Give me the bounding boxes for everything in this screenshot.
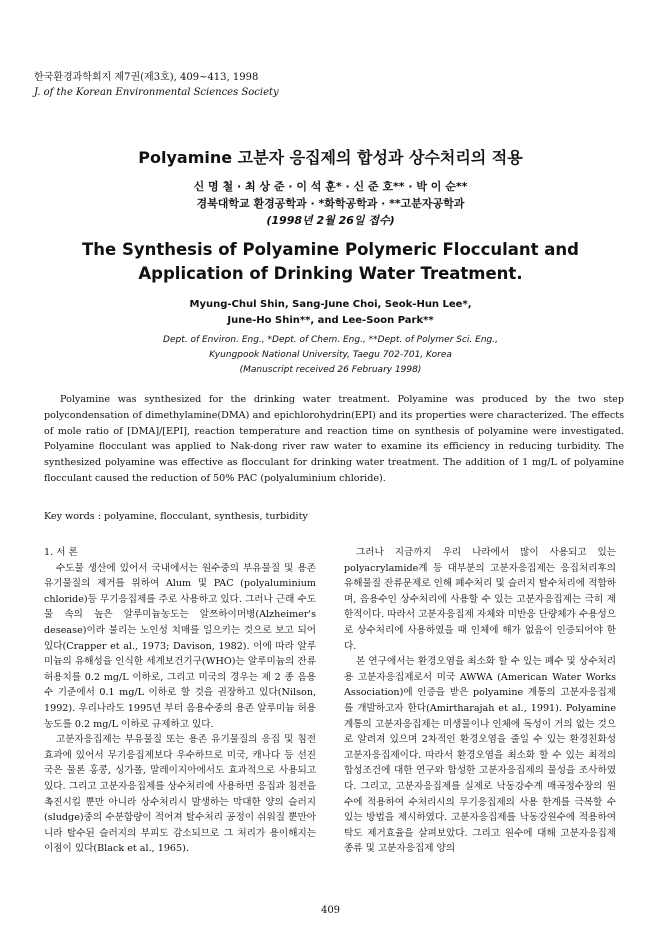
- page-number: 409: [320, 905, 341, 916]
- korean-received: (1998년 2월 26일 접수): [266, 214, 395, 227]
- keywords: Key words : polyamine, flocculant, synthesis, turbidity: [44, 511, 308, 522]
- right-column: [344, 545, 616, 857]
- english-title: [0, 238, 661, 286]
- english-authors-line2: June-Ho Shin**, and Lee-Soon Park**: [227, 315, 434, 326]
- left-paragraph-1: 수도물 생산에 있어서 국내에서는 원수중의 부유물질 및 용존 유기물질의 제거를 위하여 Alum 및 PAC (polyaluminium chloride)등 무기응집제를 주로 사용하고 있다. 그러나 근래 수도물 속의 높은 알루미늄농도는 알쯔하이머병(Alzheimer's desease)이라 불리는 노인성 치매를 일으키는 것으로 보고 되어 있다(Crapper et al., 1973; Davison, 1982). 이에 따라 알루미늄의 유해성을 인식한 세계보건기구(WHO)는 알루미늄의 잔류 허용치를 0.2 mg/L 이하로, 그리고 미국의 경우는 제 2 종 음용수 기준에서 0.1 mg/L 이하로 할 것을 권장하고 있다(Nilson, 1992). 우리나라도 1995년 부터 음용수중의 용존 알루미늄 허용농도를 0.2 mg/L 이하로 규제하고 있다.: [44, 562, 316, 730]
- left-paragraph-2: 고분자응집제는 부유물질 또는 용존 유기물질의 응집 및 침전 효과에 있어서 무기응집제보다 우수하므로 미국, 캐나다 등 선진국은 물론 홍콩, 싱가폴, 말레이지아에서도 효과적으로 사용되고 있다. 그리고 고분자응집제를 상수처리에 사용하면 응집과 침전을 촉진시킬 뿐만 아니라 상수처리시 발생하는 막대한 양의 슬러지(sludge)중의 수분함량이 적어져 탈수처리 공정이 쉬워질 뿐만아니라 탈수된 슬러지의 부피도 감소되므로 그 처리가 용이해지는 이점이 있다(Black et al., 1965).: [44, 734, 316, 855]
- journal-header: [34, 70, 279, 100]
- affiliation: [0, 333, 661, 378]
- korean-title: Polyamine 고분자 응집제의 합성과 상수처리의 적용: [138, 148, 523, 167]
- korean-author-block: [0, 178, 661, 229]
- affiliation-line1: Dept. of Environ. Eng., *Dept. of Chem. Eng., **Dept. of Polymer Sci. Eng.,: [163, 335, 498, 345]
- english-title-line2: Application of Drinking Water Treatment.: [138, 264, 523, 283]
- korean-affiliation: 경북대학교 환경공학과 · *화학공학과 · **고분자공학과: [196, 197, 465, 210]
- right-paragraph-2: 본 연구에서는 환경오염을 최소화 할 수 있는 폐수 및 상수처리용 고분자응집제로서 미국 AWWA (American Water Works Association)에 인증을 받은 polyamine 계통의 고분자응집제를 개발하고자 한다(Amirtharajah et al., 1991). Polyamine 계통의 고분자응집제는 미생물이나 인체에 독성이 거의 없는 것으로 알려져 있으며 2차적인 환경오염을 줄일 수 있는 환경친화성 고분자응집제이다. 따라서 환경오염을 최소화 할 수 있는 최적의 합성조건에 대한 연구와 합성한 고분자응집제의 물성을 조사하였다. 그리고, 고분자응집제를 실제로 낙동강수계 매곡정수장의 원수에 적용하여 수처리시의 무기응집제의 사용 한계를 극복할 수 있는 방법을 제시하였다. 고분자응집제를 낙동강원수에 적용하여 탁도 제거효율을 살펴보았다. 그리고 원수에 대해 고분자응집제 종류 및 고분자응집제 양의: [344, 656, 616, 855]
- abstract: Polyamine was synthesized for the drinking water treatment. Polyamine was produced by the two step polycondensation of dimethylamine(DMA) and epichlorohydrin(EPI) and its properties were characterized. The effects of mole ratio of [DMA]/[EPI], reaction temperature and reaction time on synthesis of polyamine were investigated. Polyamine flocculant was applied to Nak-dong river raw water to examine its efficiency in reducing turbidity. The synthesized polyamine was effective as flocculant for drinking water treatment. The addition of 1 mg/L of polyamine flocculant caused the reduction of 50% PAC (polyaluminium chloride).: [44, 394, 624, 484]
- affiliation-line2: Kyungpook National University, Taegu 702-701, Korea: [209, 350, 452, 360]
- korean-authors: 신 명 철 · 최 상 준 · 이 석 훈* · 신 준 호** · 박 이 순**: [193, 180, 468, 193]
- left-column: [44, 545, 316, 857]
- english-title-line1: The Synthesis of Polyamine Polymeric Flocculant and: [82, 240, 579, 259]
- english-authors-line1: Myung-Chul Shin, Sang-June Choi, Seok-Hun Lee*,: [189, 299, 472, 310]
- journal-korean: 한국환경과학회지 제7권(제3호), 409~413, 1998: [34, 72, 259, 83]
- section-heading: 1. 서 론: [44, 547, 78, 558]
- english-authors: [0, 297, 661, 329]
- right-paragraph-1: 그러나 지금까지 우리 나라에서 많이 사용되고 있는 polyacrylamide계 등 대부분의 고분자응집제는 응집처리후의 유해물질 잔류문제로 인해 폐수처리 및 슬러지 탈수처리에 적합하며, 음용수인 상수처리에 사용할 수 있는 고분자응집제는 극히 제한적이다. 따라서 고분자응집제 자체와 미반응 단량체가 수용성으로 상수처리에 사용하였을 때 인체에 해가 없음이 인증되어야 한다.: [344, 547, 616, 652]
- journal-english: J. of the Korean Environmental Sciences Society: [34, 87, 279, 98]
- affiliation-line3: (Manuscript received 26 February 1998): [239, 365, 422, 375]
